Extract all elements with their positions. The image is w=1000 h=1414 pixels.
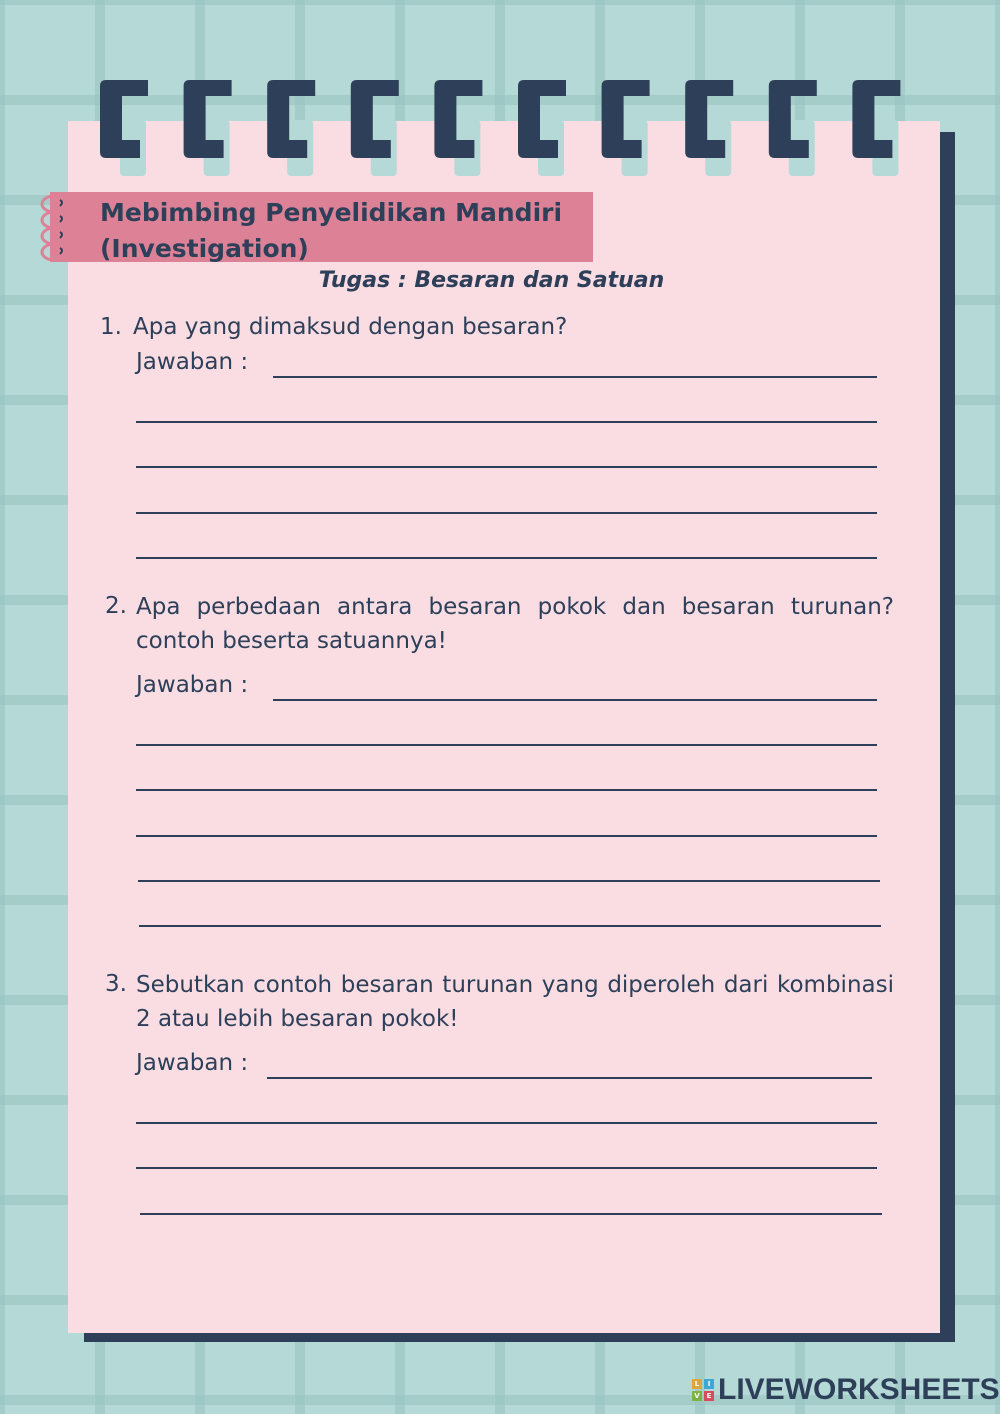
binding-ring-icon [351, 80, 399, 176]
binding-ring-icon [100, 80, 148, 176]
answer-line[interactable] [273, 376, 877, 378]
liveworksheets-brand [692, 1372, 1000, 1408]
binding-ring-icon [434, 80, 482, 176]
brand-name: LIVEWORKSHEETS [718, 1373, 1000, 1406]
question-3-text: Sebutkan contoh besaran turunan yang diperoleh dari kombinasi 2 atau lebih besaran pokok! [136, 972, 894, 1032]
question-1-answer-label: Jawaban : [136, 349, 249, 375]
logo-letter: L [692, 1379, 702, 1389]
title-line-1: Mebimbing Penyelidikan Mandiri [100, 198, 563, 227]
binding-ring-icon [852, 80, 900, 176]
answer-line[interactable] [136, 466, 877, 468]
question-2-answer-label: Jawaban : [136, 672, 249, 698]
answer-line[interactable] [136, 835, 877, 837]
title-line-2: (Investigation) [100, 234, 309, 263]
liveworksheets-logo-icon [692, 1379, 714, 1401]
logo-letter: E [704, 1391, 714, 1401]
answer-line[interactable] [139, 925, 881, 927]
binding-ring-icon [184, 80, 232, 176]
page-title [100, 195, 580, 267]
banner-coil-icon [40, 194, 72, 262]
task-subtitle: Tugas : Besaran dan Satuan [318, 268, 665, 293]
logo-letter: I [704, 1379, 714, 1389]
worksheet-paper [68, 121, 940, 1333]
answer-line[interactable] [136, 789, 877, 791]
answer-line[interactable] [136, 1167, 877, 1169]
answer-line[interactable] [267, 1077, 872, 1079]
answer-line[interactable] [138, 880, 880, 882]
answer-line[interactable] [136, 557, 877, 559]
answer-line[interactable] [136, 512, 877, 514]
binding-ring-icon [769, 80, 817, 176]
answer-line[interactable] [273, 699, 877, 701]
question-1-text: Apa yang dimaksud dengan besaran? [133, 314, 568, 340]
answer-line[interactable] [136, 1122, 877, 1124]
question-2-number: 2. [105, 593, 127, 619]
binding-ring-icon [518, 80, 566, 176]
answer-line[interactable] [140, 1213, 882, 1215]
binding-ring-icon [685, 80, 733, 176]
answer-line[interactable] [136, 744, 877, 746]
question-2-text: Apa perbedaan antara besaran pokok dan besaran turunan? contoh beserta satuannya! [136, 594, 894, 654]
logo-letter: V [692, 1391, 702, 1401]
binding-ring-icon [267, 80, 315, 176]
question-3-answer-label: Jawaban : [136, 1050, 249, 1076]
binding-rings [0, 0, 1000, 190]
answer-line[interactable] [136, 421, 877, 423]
binding-ring-icon [602, 80, 650, 176]
question-3-number: 3. [105, 971, 127, 997]
question-1-number: 1. [100, 314, 122, 340]
